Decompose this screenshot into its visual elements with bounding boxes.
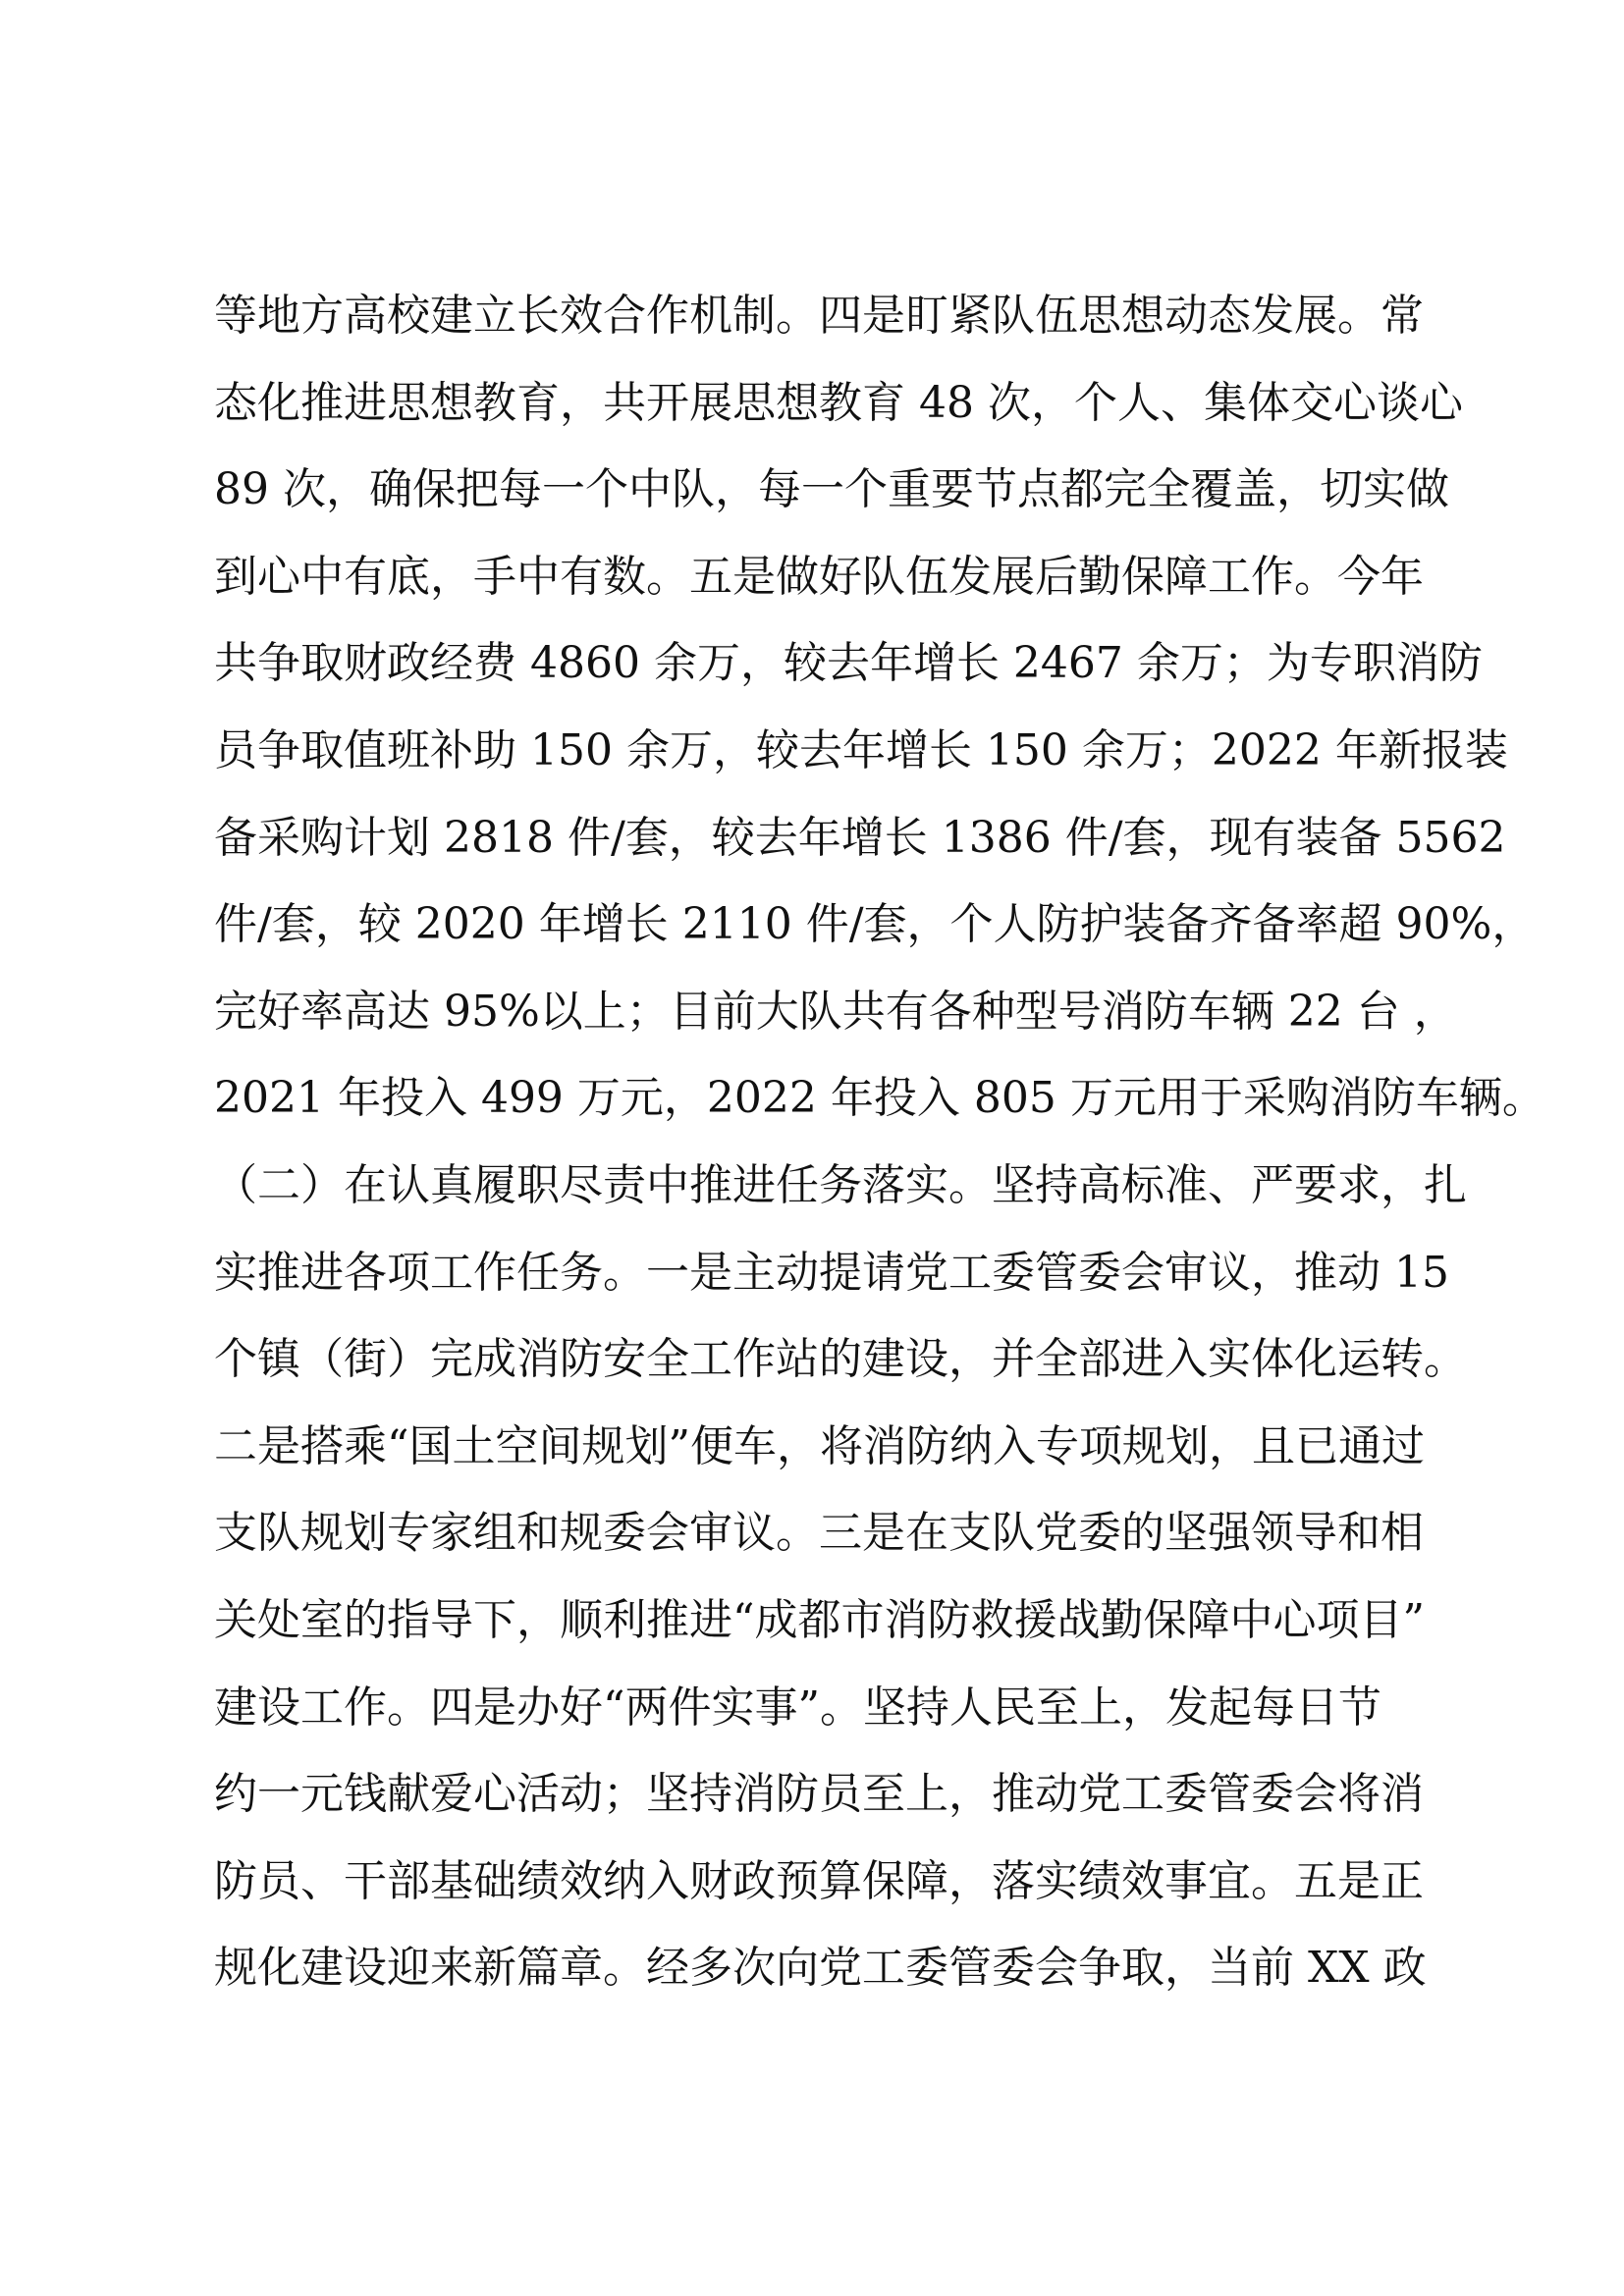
- text-line: 个镇（街）完成消防安全工作站的建设，并全部进入实体化运转。: [214, 1334, 1467, 1385]
- text-line: 共争取财政经费 4860 余万，较去年增长 2467 余万；为专职消防: [214, 638, 1483, 689]
- section-heading-line: （二）在认真履职尽责中推进任务落实。坚持高标准、严要求，扎: [214, 1159, 1467, 1210]
- text-line: 建设工作。四是办好“两件实事”。坚持人民至上，发起每日节: [214, 1682, 1381, 1733]
- text-line: 89 次，确保把每一个中队，每一个重要节点都完全覆盖，切实做: [214, 464, 1449, 515]
- text-line: 员争取值班补助 150 余万，较去年增长 150 余万；2022 年新报装: [214, 724, 1508, 775]
- text-line: 2021 年投入 499 万元，2022 年投入 805 万元用于采购消防车辆。: [214, 1073, 1545, 1124]
- text-line: 实推进各项工作任务。一是主动提请党工委管委会审议，推动 15: [214, 1247, 1449, 1298]
- text-line: 到心中有底，手中有数。五是做好队伍发展后勤保障工作。今年: [214, 551, 1424, 602]
- text-line: 二是搭乘“国土空间规划”便车，将消防纳入专项规划，且已通过: [214, 1420, 1425, 1471]
- text-line: 防员、干部基础绩效纳入财政预算保障，落实绩效事宜。五是正: [214, 1855, 1424, 1906]
- text-line: 规化建设迎来新篇章。经多次向党工委管委会争取，当前 XX 政: [214, 1943, 1427, 1994]
- text-line: 等地方高校建立长效合作机制。四是盯紧队伍思想动态发展。常: [214, 291, 1424, 341]
- text-line: 件/套，较 2020 年增长 2110 件/套，个人防护装备齐备率超 90%，: [214, 899, 1536, 950]
- text-line: 约一元钱献爱心活动；坚持消防员至上，推动党工委管委会将消: [214, 1769, 1424, 1820]
- text-line: 完好率高达 95%以上；目前大队共有各种型号消防车辆 22 台 ，: [214, 986, 1457, 1037]
- text-line: 关处室的指导下，顺利推进“成都市消防救援战勤保障中心项目”: [214, 1594, 1425, 1645]
- text-line: 支队规划专家组和规委会审议。三是在支队党委的坚强领导和相: [214, 1508, 1424, 1559]
- text-line: 备采购计划 2818 件/套，较去年增长 1386 件/套，现有装备 5562: [214, 812, 1506, 863]
- body-text: [214, 273, 1545, 2012]
- text-line: 态化推进思想教育，共开展思想教育 48 次，个人、集体交心谈心: [214, 377, 1463, 428]
